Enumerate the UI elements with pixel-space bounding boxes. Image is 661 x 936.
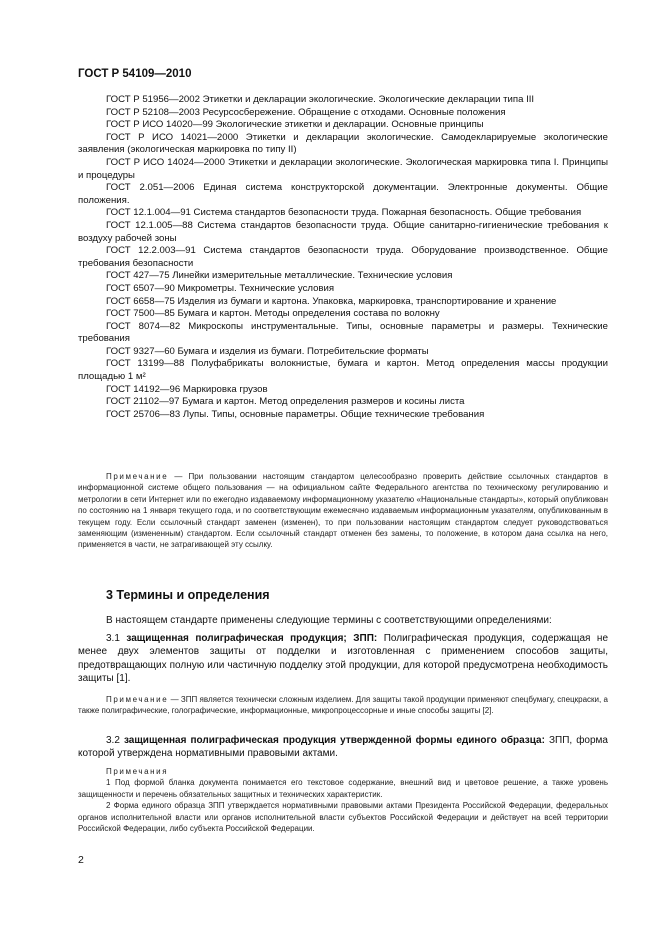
reference-item: ГОСТ 25706—83 Лупы. Типы, основные параметры. Общие технические требования — [106, 408, 485, 420]
reference-item: ГОСТ 6507—90 Микрометры. Технические условия — [106, 282, 335, 294]
notes-label: Примечания — [106, 767, 169, 776]
term-text: ЗПП, форма которой утверждена нормативными правовыми актами. — [78, 735, 608, 760]
reference-item: ГОСТ 8074—82 Микроскопы инструментальные. Типы, основные параметры и размеры. Технические требования — [78, 320, 608, 345]
reference-item: ГОСТ 12.1.004—91 Система стандартов безопасности труда. Пожарная безопасность. Общие требования — [106, 207, 582, 219]
term-name: защищенная полиграфическая продукция утвержденной формы единого образца: — [123, 735, 545, 746]
note-label: Примечание — [106, 695, 169, 704]
reference-item: ГОСТ Р ИСО 14024—2000 Этикетки и декларации экологические. Экологическая маркировка типа I. Принципы и процедуры — [78, 156, 608, 181]
document-header: ГОСТ Р 54109—2010 — [78, 68, 192, 80]
reference-item: ГОСТ Р ИСО 14020—99 Экологические этикетки и декларации. Основные принципы — [106, 119, 484, 131]
term-number: 3.2 — [106, 735, 124, 746]
reference-item: ГОСТ 12.1.005—88 Система стандартов безопасности труда. Общие санитарно-гигиенические требования к воздуху рабочей зоны — [78, 219, 608, 244]
reference-item: ГОСТ 13199—88 Полуфабрикаты волокнистые, бумага и картон. Метод определения массы продукции площадью 1 м² — [78, 358, 608, 383]
term-definition-3-1 — [78, 632, 608, 686]
note-item: 1 Под формой бланка документа понимается его текстовое содержание, внешний вид и цветовое решение, а также уровень защищенности и перечень обязательных защитных и технических характеристик. — [78, 778, 608, 799]
reference-item: ГОСТ Р ИСО 14021—2000 Этикетки и декларации экологические. Самодекларируемые экологические заявления (экологическая маркировка по типу II) — [78, 131, 608, 156]
reference-item: ГОСТ 12.2.003—91 Система стандартов безопасности труда. Оборудование производственное. Общие требования безопасности — [78, 245, 608, 269]
term-number: 3.1 — [106, 633, 127, 644]
note-item: 2 Форма единого образца ЗПП утверждается нормативными правовыми актами Президента Российской Федерации, федеральных органов исполнительной власти или органов исполнительной власти субъектов Российской Федерации и действует на всей территории Российской Федерации, либо субъекта Российской Федерации. — [78, 801, 608, 834]
section-intro: В настоящем стандарте применены следующие термины с соответствующими определениями: — [106, 615, 552, 626]
reference-item: ГОСТ 427—75 Линейки измерительные металлические. Технические условия — [106, 270, 453, 282]
reference-item: ГОСТ 7500—85 Бумага и картон. Методы определения состава по волокну — [106, 308, 440, 320]
term-text: Полиграфическая продукция, содержащая не менее двух элементов защиты от подделки и изготовленная с применением способов защиты, предотвращающих полную или частичную подделку этой продукции, для которой предусмотрена необходимость защиты [1]. — [78, 633, 608, 685]
term-definition-3-2 — [78, 734, 608, 761]
section-title: 3 Термины и определения — [106, 588, 270, 602]
term-name: защищенная полиграфическая продукция; ЗПП: — [126, 633, 378, 644]
reference-item: ГОСТ 14192—96 Маркировка грузов — [106, 383, 268, 395]
page-number: 2 — [78, 854, 84, 866]
term-notes — [78, 766, 608, 834]
normative-references-list — [78, 94, 608, 421]
note-text: — ЗПП является технически сложным изделием. Для защиты такой продукции применяют спецбумагу, спецкраски, а также полиграфические, голографические, информационные, микропроцессорные и иные способы защиты [2]. — [78, 695, 608, 716]
references-note — [78, 471, 608, 551]
reference-item: ГОСТ Р 51956—2002 Этикетки и декларации экологические. Экологические декларации типа III — [106, 94, 535, 105]
reference-item: ГОСТ 2.051—2006 Единая система конструкторской документации. Электронные документы. Общие положения. — [78, 182, 608, 206]
reference-item: ГОСТ Р 52108—2003 Ресурсосбережение. Обращение с отходами. Основные положения — [106, 106, 506, 118]
reference-item: ГОСТ 6658—75 Изделия из бумаги и картона. Упаковка, маркировка, транспортирование и хранение — [106, 295, 557, 307]
note-text: — При пользовании настоящим стандартом целесообразно проверить действие ссылочных стандартов в информационной системе общего пользования — на официальном сайте Федерального агентства по техническому регулированию и метрологии в сети Интернет или по ежегодно издаваемому информационному указателю «Национальные стандарты», который опубликован по состоянию на 1 января текущего года, и по соответствующим ежемесячно издаваемым информационным указателям, опубликованным в текущем году. Если ссылочный стандарт заменен (изменен), то при пользовании настоящим стандартом следует руководствоваться заменяющим (измененным) стандартом. Если ссылочный стандарт отменен без замены, то положение, в котором дана ссылка на него, применяется в части, не затрагивающей эту ссылку. — [78, 472, 608, 550]
term-note — [78, 694, 608, 717]
reference-item: ГОСТ 9327—60 Бумага и изделия из бумаги. Потребительские форматы — [106, 345, 429, 357]
note-label: Примечание — [106, 472, 169, 481]
reference-item: ГОСТ 21102—97 Бумага и картон. Метод определения размеров и косины листа — [106, 396, 465, 408]
